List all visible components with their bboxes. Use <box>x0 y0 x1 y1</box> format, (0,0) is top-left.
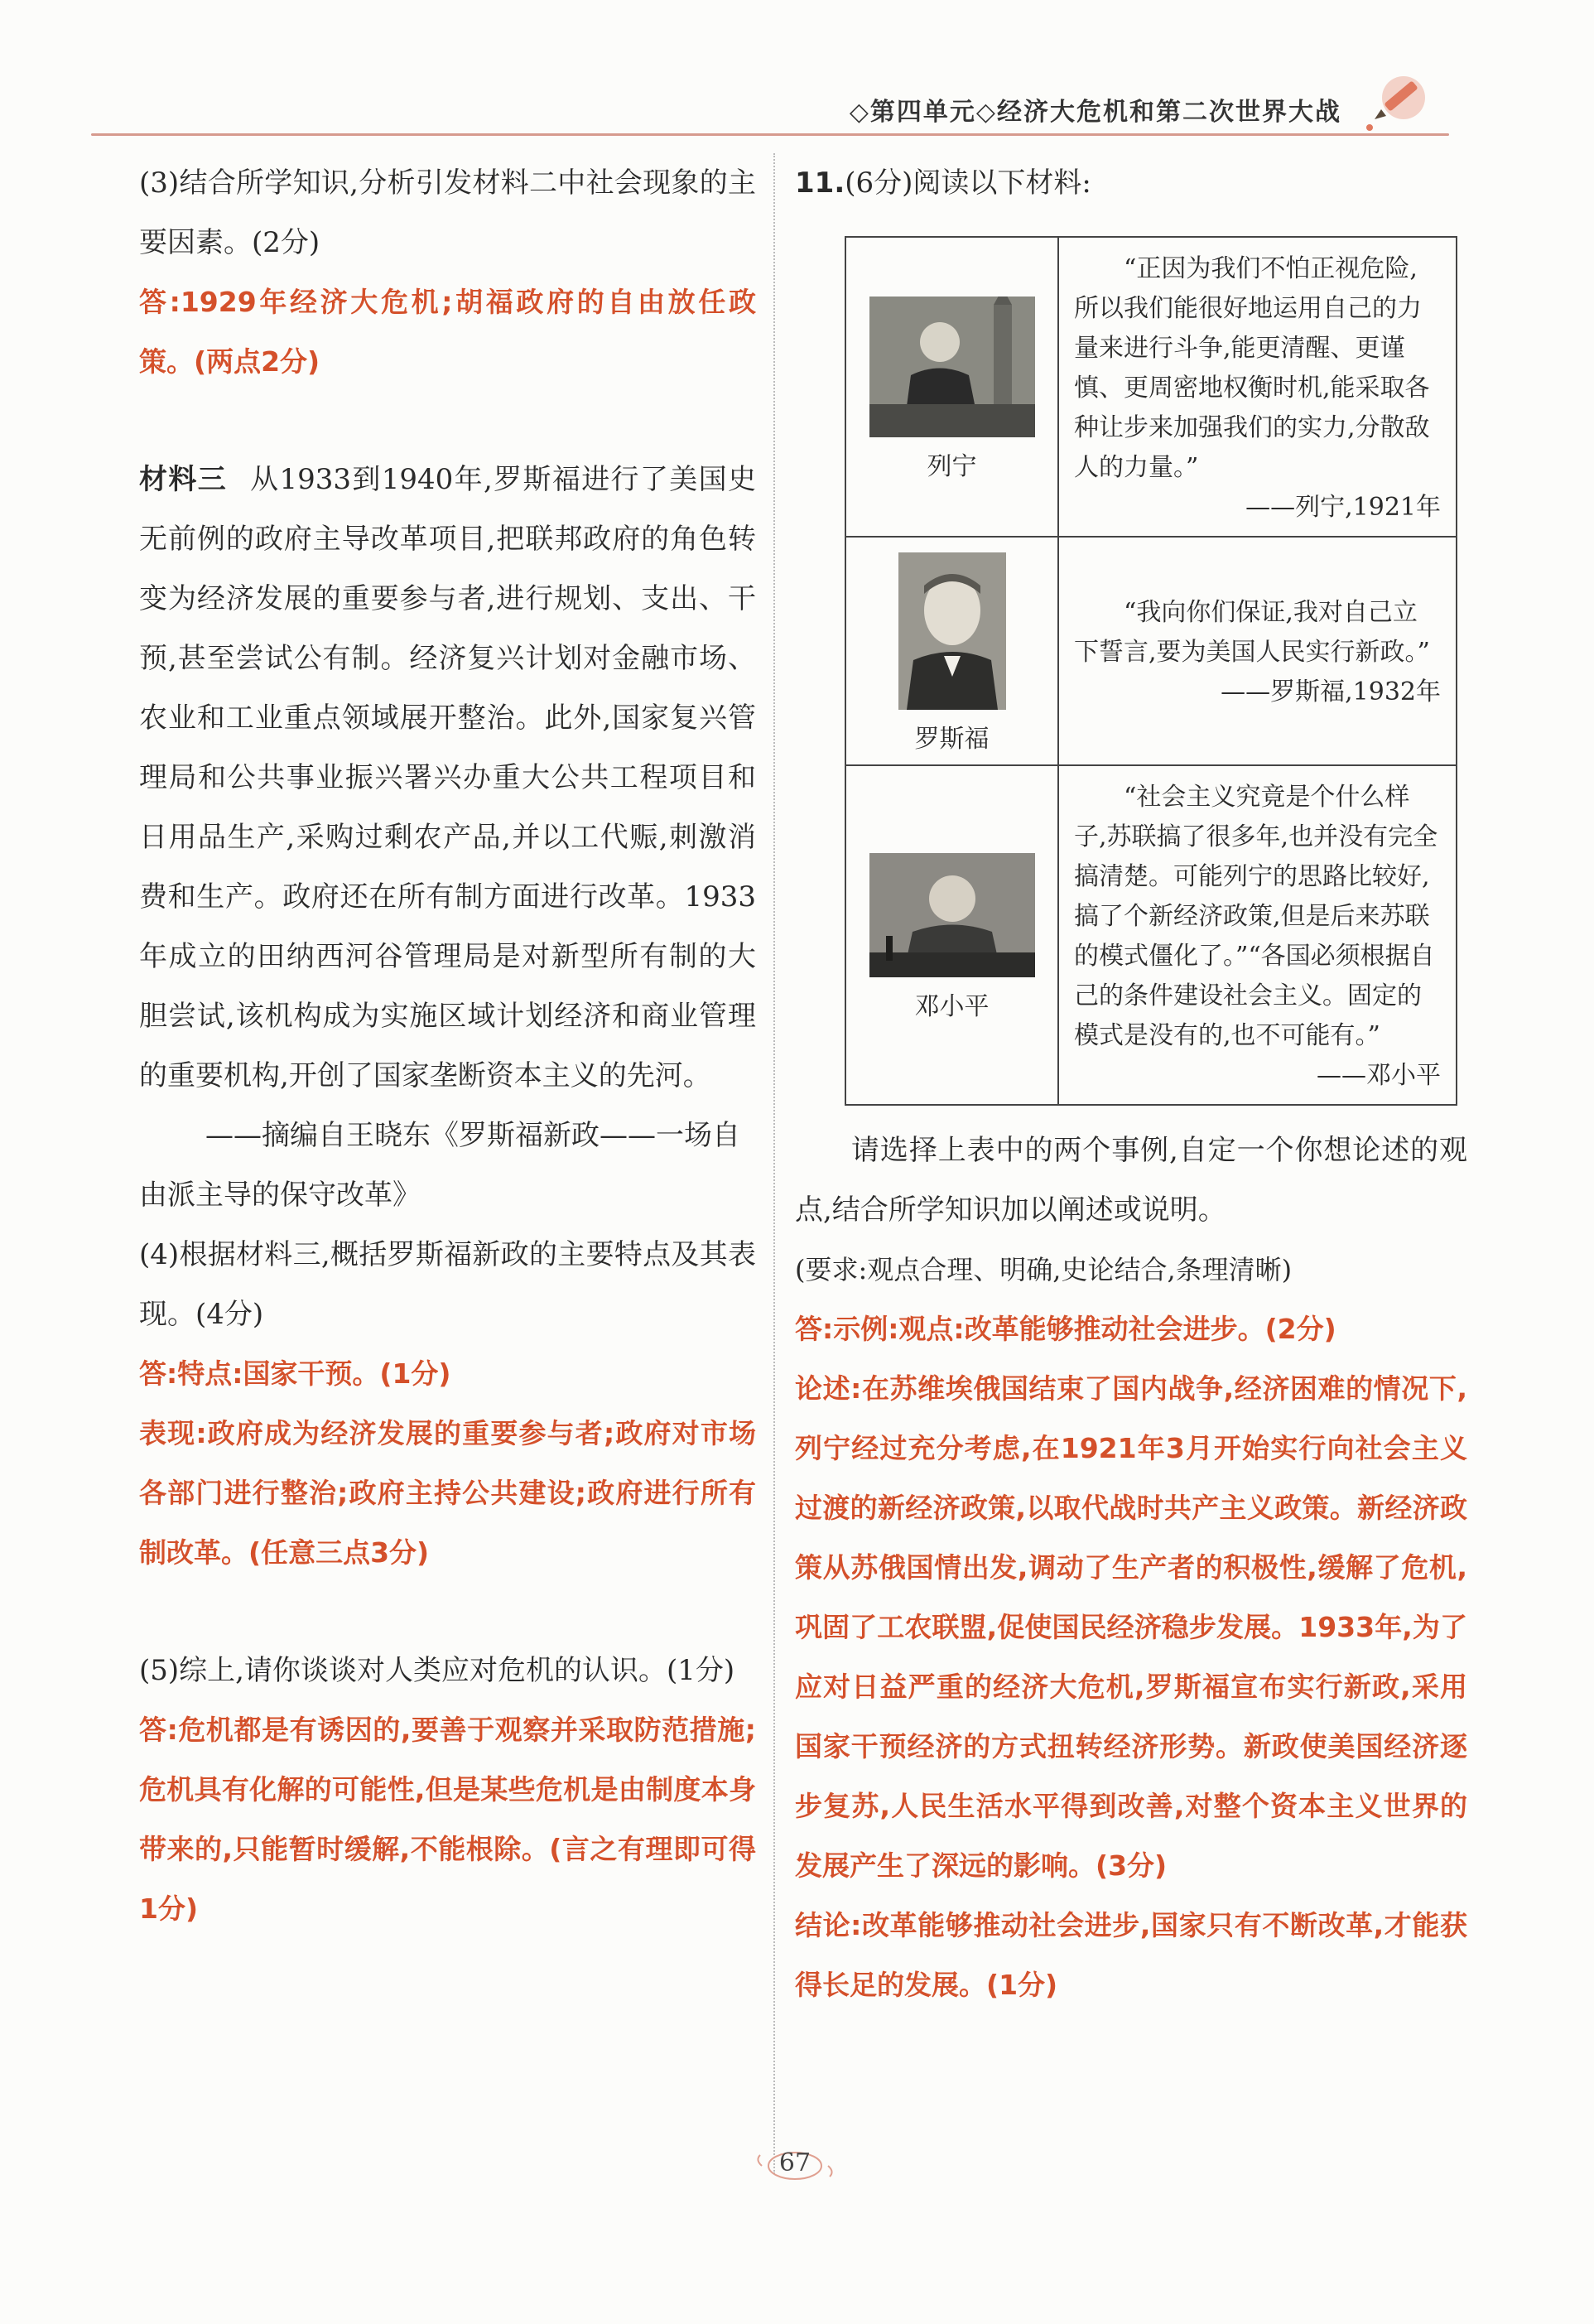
page-number <box>754 2145 836 2187</box>
quote-attribution: ——列宁,1921年 <box>1245 493 1441 522</box>
table-row <box>845 765 1457 1105</box>
answer-11-argument: 论述:在苏维埃俄国结束了国内战争,经济困难的情况下,列宁经过充分考虑,在1921年3月开始实行向社会主义过渡的新经济政策,以取代战时共产主义政策。新经济政策从苏俄国情出发,调动了生产者的积极性,缓解了危机,巩固了工农联盟,促使国民经济稳步发展。1933年,为了应对日益严重的经济大危机,罗斯福宣布实行新政,采用国家干预经济的方式扭转经济形势。新政使美国经济逐步复苏,人民生活水平得到改善,对整个资本主义世界的发展产生了深远的影响。(3分) <box>795 1372 1467 1882</box>
roosevelt-photo <box>898 552 1006 710</box>
photo-cell <box>845 537 1058 765</box>
quote-text: “正因为我们不怕正视危险,所以我们能很好地运用自己的力量来进行斗争,能更清醒、更谨慎、更周密地权衡时机,能采取各种让步来加强我们的实力,分散敌人的力量。” <box>1074 254 1430 482</box>
unit-title: ◇第四单元◇经济大危机和第二次世界大战 <box>849 98 1341 127</box>
quote-cell <box>1058 765 1457 1105</box>
question-11-text: (6分)阅读以下材料: <box>845 166 1091 200</box>
material-3 <box>139 450 756 1106</box>
header-rule <box>91 133 1449 136</box>
requirement-text: (要求:观点合理、明确,史论结合,条理清晰) <box>795 1254 1293 1285</box>
photo-caption: 罗斯福 <box>914 725 990 754</box>
question-5: (5)综上,请你谈谈对人类应对危机的认识。(1分) <box>139 1654 735 1687</box>
answer-5: 答:危机都是有诱因的,要善于观察并采取防范措施;危机具有化解的可能性,但是某些危机是由制度本身带来的,只能暂时缓解,不能根除。(言之有理即可得1分) <box>139 1714 756 1925</box>
page-number-text: 67 <box>778 2148 811 2177</box>
quote-text: “我向你们保证,我对自己立下誓言,要为美国人民实行新政。” <box>1074 598 1430 667</box>
material-3-text: 从1933到1940年,罗斯福进行了美国史无前例的政府主导改革项目,把联邦政府的角色转变为经济发展的重要参与者,进行规划、支出、干预,甚至尝试公有制。经济复兴计划对金融市场、农业和工业重点领域展开整治。此外,国家复兴管理局和公共事业振兴署兴办重大公共工程项目和日用品生产,采购过剩农产品,并以工代赈,刺激消费和生产。政府还在所有制方面进行改革。1933年成立的田纳西河谷管理局是对新型所有制的大胆尝试,该机构成为实施区域计划经济和商业管理的重要机构,开创了国家垄断资本主义的先河。 <box>139 463 756 1092</box>
table-row <box>845 537 1457 765</box>
left-column <box>139 153 756 1939</box>
answer-11-conclusion: 结论:改革能够推动社会进步,国家只有不断改革,才能获得长足的发展。(1分) <box>795 1909 1467 2001</box>
lenin-photo <box>869 297 1035 437</box>
page-header <box>91 83 1499 141</box>
quote-text: “社会主义究竟是个什么样子,苏联搞了很多年,也并没有完全搞清楚。可能列宁的思路比较好,搞了个新经济政策,但是后来苏联的模式僵化了。”“各国必须根据自己的条件建设社会主义。固定的模式是没有的,也不可能有。” <box>1074 783 1438 1050</box>
question-11-number: 11. <box>795 166 845 200</box>
quote-cell <box>1058 537 1457 765</box>
answer-3: 答:1929年经济大危机;胡福政府的自由放任政策。(两点2分) <box>139 286 756 378</box>
question-11 <box>795 153 1467 213</box>
deng-xiaoping-photo <box>869 853 1035 977</box>
answer-4-detail: 表现:政府成为经济发展的重要参与者;政府对市场各部门进行整治;政府主持公共建设;政府进行所有制改革。(任意三点3分) <box>139 1417 756 1569</box>
photo-caption: 列宁 <box>927 452 977 481</box>
answer-4-feature: 答:特点:国家干预。(1分) <box>139 1357 451 1390</box>
table-row <box>845 237 1457 537</box>
quote-attribution: ——邓小平 <box>1317 1061 1441 1090</box>
photo-cell <box>845 237 1058 537</box>
photo-cell <box>845 765 1058 1105</box>
instruction-text: 请选择上表中的两个事例,自定一个你想论述的观点,结合所学知识加以阐述或说明。 <box>795 1134 1467 1227</box>
right-column <box>795 153 1467 2015</box>
quote-cell <box>1058 237 1457 537</box>
column-divider <box>773 153 775 2174</box>
question-4: (4)根据材料三,概括罗斯福新政的主要特点及其表现。(4分) <box>139 1238 756 1331</box>
photo-caption: 邓小平 <box>914 992 990 1021</box>
pencil-decoration-icon <box>1358 66 1433 141</box>
answer-11-viewpoint: 答:示例:观点:改革能够推动社会进步。(2分) <box>795 1313 1336 1345</box>
question-3: (3)结合所学知识,分析引发材料二中社会现象的主要因素。(2分) <box>139 166 756 259</box>
material-3-label: 材料三 <box>139 463 228 496</box>
material-3-source: ——摘编自王晓东《罗斯福新政——一场自由派主导的保守改革》 <box>139 1119 740 1212</box>
quote-attribution: ——罗斯福,1932年 <box>1221 677 1441 706</box>
material-table <box>845 236 1457 1106</box>
